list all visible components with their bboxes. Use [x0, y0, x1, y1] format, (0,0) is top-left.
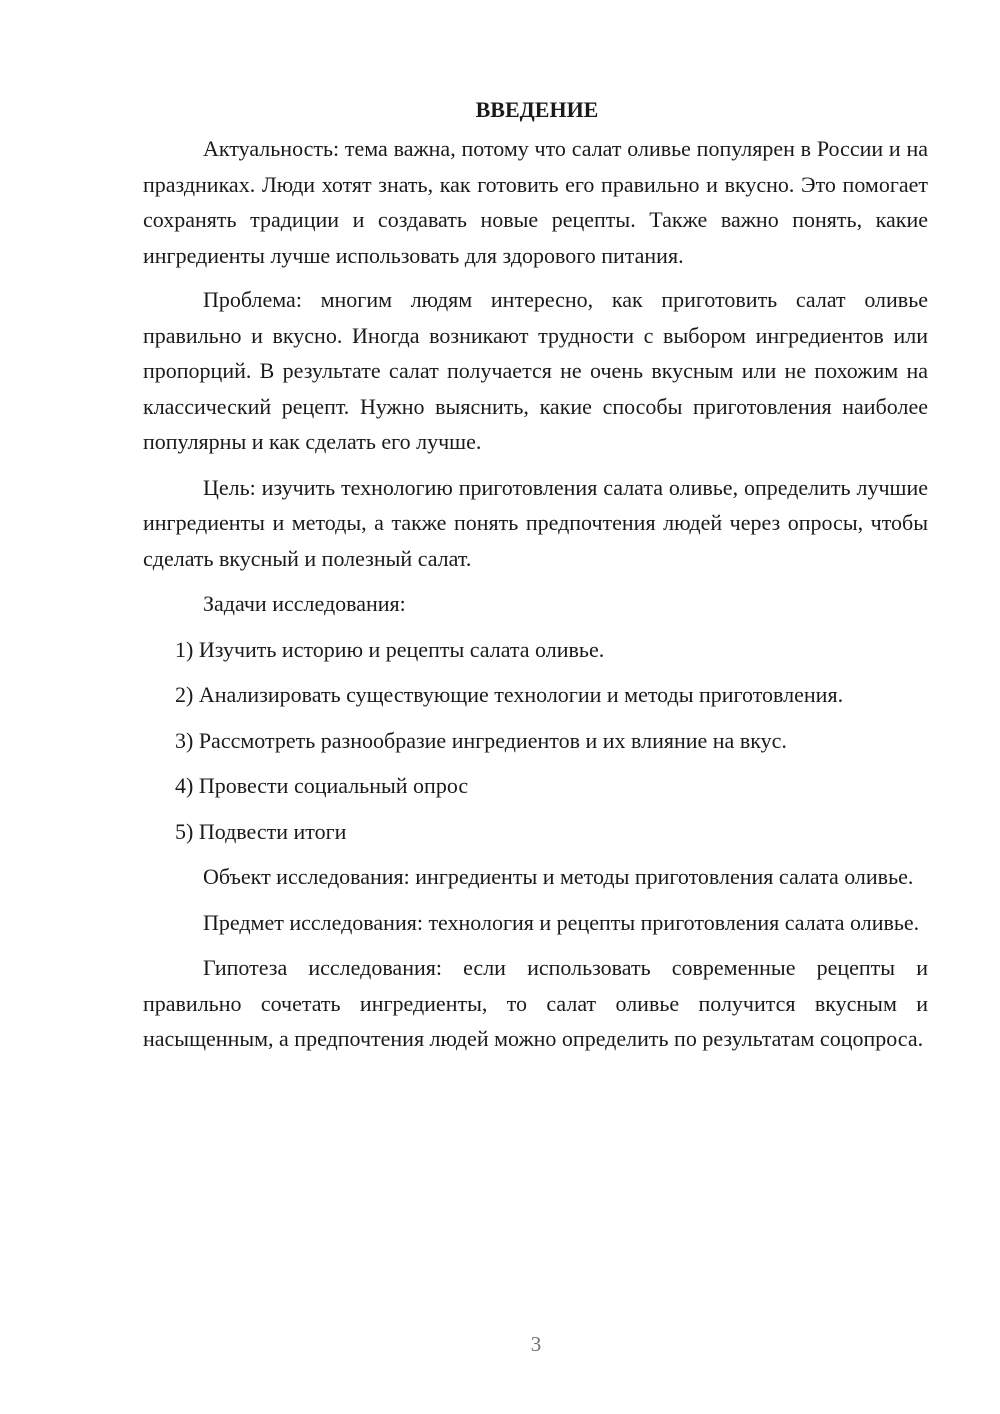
paragraph-hypothesis: Гипотеза исследования: если использовать современные рецепты и правильно сочетать ингредиенты, то салат оливье получится вкусным и насыщенным, а предпочтения людей можно определить по результатам соцопроса. — [143, 955, 928, 1051]
tasks-list — [143, 632, 928, 850]
list-item: 4) Провести социальный опрос — [175, 773, 469, 798]
paragraph-goal: Цель: изучить технологию приготовления салата оливье, определить лучшие ингредиенты и методы, а также понять предпочтения людей через опросы, чтобы сделать вкусный и полезный салат. — [143, 474, 928, 571]
list-item: 1) Изучить историю и рецепты салата оливье. — [175, 636, 605, 662]
paragraph-problem: Проблема: многим людям интересно, как приготовить салат оливье правильно и вкусно. Иногда возникают трудности с выбором ингредиентов или пропорций. В результате салат получается не очень вкусным или не похожим на классический рецепт. Нужно выяснить, какие способы приготовления наиболее популярны и как сделать его лучше. — [143, 287, 928, 454]
list-item: 3) Рассмотреть разнообразие ингредиентов и их влияние на вкус. — [175, 727, 787, 753]
tasks-heading: Задачи исследования: — [203, 591, 406, 616]
section-title: ВВЕДЕНИЕ — [475, 97, 599, 122]
paragraph-relevance: Актуальность: тема важна, потому что салат оливье популярен в России и на праздниках. Люди хотят знать, как готовить его правильно и вкусно. Это помогает сохранять традиции и создавать новые рецепты. Также важно понять, какие ингредиенты лучше использовать для здорового питания. — [143, 136, 928, 268]
paragraph-object: Объект исследования: ингредиенты и методы приготовления салата оливье. — [203, 864, 914, 889]
list-item: 2) Анализировать существующие технологии и методы приготовления. — [175, 682, 844, 707]
list-item: 5) Подвести итоги — [175, 818, 347, 844]
document-page — [143, 92, 928, 1067]
page-number: 3 — [530, 1332, 542, 1356]
paragraph-subject: Предмет исследования: технология и рецепты приготовления салата оливье. — [203, 909, 920, 935]
